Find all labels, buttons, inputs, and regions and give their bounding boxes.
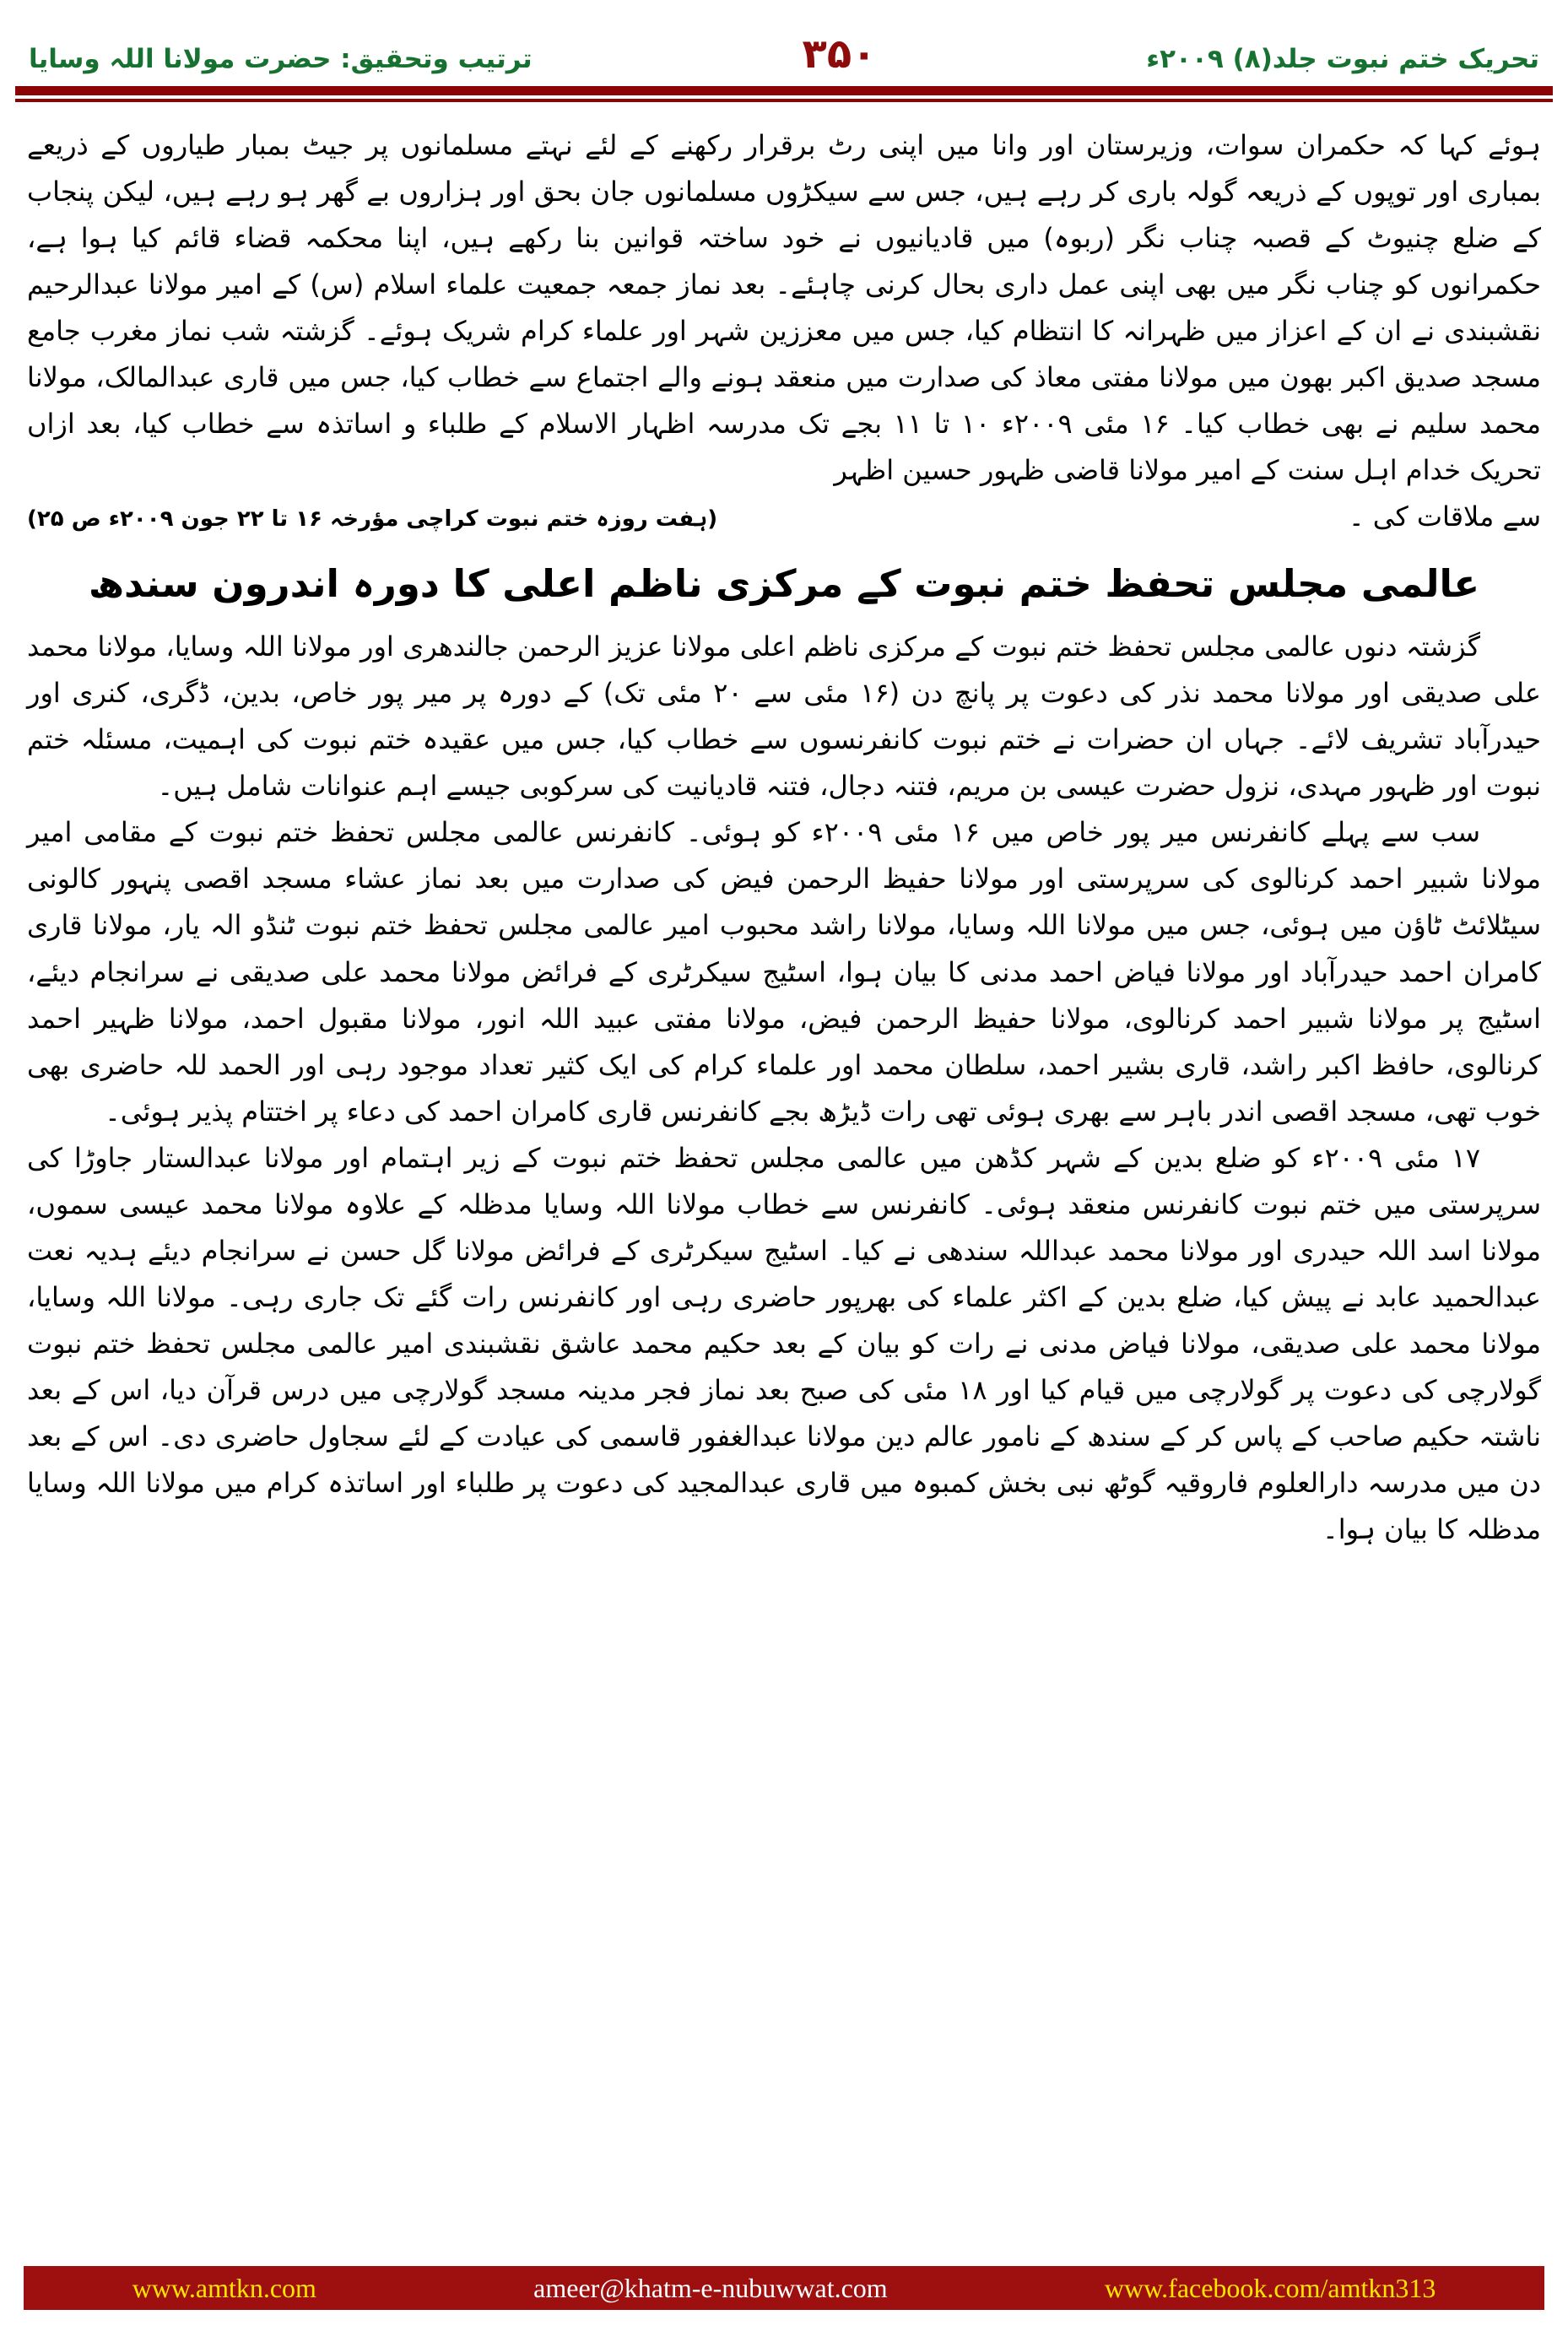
footer-email-link[interactable]: ameer@khatm-e-nubuwwat.com (533, 2272, 888, 2303)
page-footer (24, 2266, 1544, 2310)
header-divider-rule (15, 86, 1553, 102)
page-header (0, 0, 1568, 78)
source-citation: (ہفت روزہ ختم نبوت کراچی مؤرخہ ۱۶ تا ۲۲ جون ۲۰۰۹ء ص ۲۵) (27, 506, 718, 533)
divider-thick-bar (15, 86, 1553, 95)
editor-credit: ترتیب وتحقیق: حضرت مولانا اللہ وسایا (29, 44, 533, 74)
paragraph-end-phrase: سے ملاقات کی ۔ (1348, 500, 1541, 533)
book-title: تحریک ختم نبوت جلد(۸) ۲۰۰۹ء (1146, 44, 1539, 74)
paragraph-last-line (27, 494, 1541, 540)
paragraph-mirpurkhas-conference: سب سے پہلے کانفرنس میر پور خاص میں ۱۶ مئی ۲۰۰۹ء کو ہوئی۔ کانفرنس عالمی مجلس تحفظ ختم نبوت کے مقامی امیر مولانا شبیر احمد کرنالوی کی سرپرستی اور مولانا حفیظ الرحمن فیض کی صدارت میں بعد نماز عشاء مسجد اقصی پنہور کالونی سیٹلائٹ ٹاؤن میں ہوئی، جس میں مولانا اللہ وسایا، مولانا راشد محبوب امیر عالمی مجلس تحفظ ختم نبوت ٹنڈو الہ یار، مولانا قاری کامران احمد حیدرآباد اور مولانا فیاض احمد مدنی کا بیان ہوا، اسٹیج سیکرٹری کے فرائض مولانا محمد علی صدیقی نے سرانجام دیئے، اسٹیج پر مولانا شبیر احمد کرنالوی، مولانا حفیظ الرحمن فیض، مولانا مفتی عبید اللہ انور، مولانا مقبول احمد، مولانا ظہیر احمد کرنالوی، حافظ اکبر راشد، قاری بشیر احمد، سلطان محمد اور علماء کرام کی ایک کثیر تعداد موجود رہی اور الحمد للہ حاضری بھی خوب تھی، مسجد اقصی اندر باہر سے بھری ہوئی تھی رات ڈیڑھ بجے کانفرنس قاری کامران احمد کی دعاء پر اختتام پذیر ہوئی۔ (27, 816, 1541, 1128)
paragraph-swat-statement: ہوئے کہا کہ حکمران سوات، وزیرستان اور وانا میں اپنی رٹ برقرار رکھنے کے لئے نہتے مسلمانوں پر جیٹ بمبار طیاروں کے ذریعے بمباری اور توپوں کے ذریعہ گولہ باری کر رہے ہیں، جس سے سیکڑوں مسلمانوں جان بحق اور ہزاروں بے گھر ہو رہے ہیں، لیکن پنجاب کے ضلع چنیوٹ کے قصبہ چناب نگر (ربوہ) میں قادیانیوں نے خود ساختہ قوانین بنا رکھے ہیں، اپنا محکمہ قضاء قائم کیا ہوا ہے، حکمرانوں کو چناب نگر میں بھی اپنی عمل داری بحال کرنی چاہئے۔ بعد نماز جمعہ جمعیت علماء اسلام (س) کے امیر مولانا عبدالرحیم نقشبندی نے ان کے اعزاز میں ظہرانہ کا انتظام کیا، جس میں معززین شہر اور علماء کرام شریک ہوئے۔ گزشتہ شب نماز مغرب جامع مسجد صدیق اکبر بھون میں مولانا مفتی معاذ کی صدارت میں منعقد ہونے والے اجتماع سے خطاب کیا، جس میں قاری عبدالمالک، مولانا محمد سلیم نے بھی خطاب کیا۔ ۱۶ مئی ۲۰۰۹ء ۱۰ تا ۱۱ بجے تک مدرسہ اظہار الاسلام کے طلباء و اساتذہ سے خطاب کیا، بعد ازاں تحریک خدام اہل سنت کے امیر مولانا قاضی ظہور حسین اظہر (27, 129, 1542, 487)
page-number: ۳۵۰ (802, 30, 877, 78)
body-text (0, 102, 1568, 2266)
paragraph-badin-conference: ۱۷ مئی ۲۰۰۹ء کو ضلع بدین کے شہر کڈھن میں عالمی مجلس تحفظ ختم نبوت کے زیر اہتمام اور مولانا عبدالستار جاوڑا کی سرپرستی میں ختم نبوت کانفرنس منعقد ہوئی۔ کانفرنس سے خطاب مولانا اللہ وسایا مدظلہ کے علاوہ مولانا محمد عیسی سموں، مولانا اسد اللہ حیدری اور مولانا محمد عبداللہ سندھی نے کیا۔ اسٹیج سیکرٹری کے فرائض مولانا گل حسن نے سرانجام دیئے ہدیہ نعت عبدالحمید عابد نے پیش کیا، ضلع بدین کے اکثر علماء کی بھرپور حاضری رہی اور کانفرنس رات گئے تک جاری رہی۔ مولانا اللہ وسایا، مولانا محمد علی صدیقی، مولانا فیاض مدنی نے رات کو بیان کے بعد حکیم محمد عاشق نقشبندی امیر عالمی مجلس تحفظ ختم نبوت گولارچی کی دعوت پر گولارچی میں قیام کیا اور ۱۸ مئی کی صبح بعد نماز فجر مدینہ مسجد گولارچی میں درس قرآن دیا، اس کے بعد ناشتہ حکیم صاحب کے پاس کر کے سندھ کے نامور عالم دین مولانا عبدالغفور قاسمی کی عیادت کے لئے سجاول حاضری دی۔ اس کے بعد دن میں مدرسہ دارالعلوم فاروقیہ گوٹھ نبی بخش کمبوہ میں قاری عبدالمجید کی دعوت پر طلباء اور اساتذہ کرام میں مولانا اللہ وسایا مدظلہ کا بیان ہوا۔ (27, 1141, 1542, 1545)
paragraph-sindh-tour: گزشتہ دنوں عالمی مجلس تحفظ ختم نبوت کے مرکزی ناظم اعلی مولانا عزیز الرحمن جالندھری اور مولانا اللہ وسایا، مولانا محمد علی صدیقی اور مولانا محمد نذر کی دعوت پر پانچ دن (۱۶ مئی سے ۲۰ مئی تک) کے دورہ پر میر پور خاص، بدین، ڈگری، کنری اور حیدرآباد تشریف لائے۔ جہاں ان حضرات نے ختم نبوت کانفرنسوں سے خطاب کیا، جس میں عقیدہ ختم نبوت کی اہمیت، مسئلہ ختم نبوت اور ظہور مہدی، نزول حضرت عیسی بن مریم، فتنہ دجال، فتنہ قادیانیت کی سرکوبی جیسے اہم عنوانات شامل ہیں۔ (27, 630, 1542, 803)
footer-facebook-link[interactable]: www.facebook.com/amtkn313 (1104, 2272, 1436, 2303)
section-heading: عالمی مجلس تحفظ ختم نبوت کے مرکزی ناظم اعلی کا دورہ اندرون سندھ (88, 561, 1480, 607)
footer-website-link[interactable]: www.amtkn.com (132, 2272, 316, 2303)
